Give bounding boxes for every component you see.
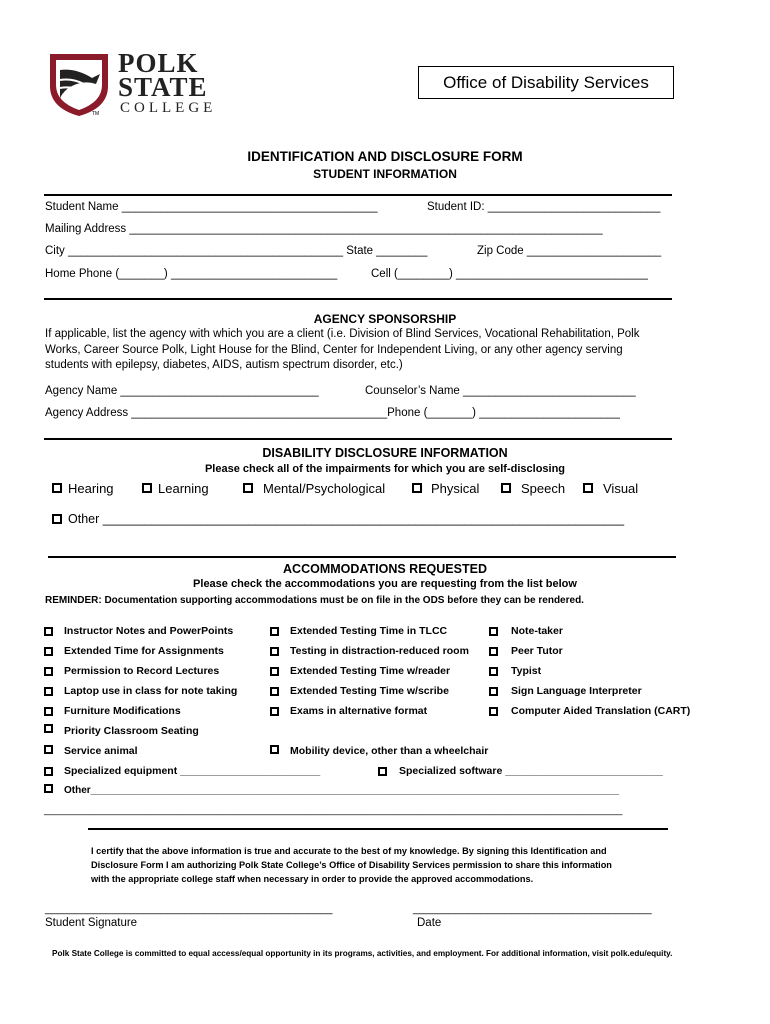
disability-heading: DISABILITY DISCLOSURE INFORMATION xyxy=(262,446,508,460)
accommodations-instruction: Please check the accommodations you are requesting from the list below xyxy=(193,578,577,590)
mental-psychological-checkbox[interactable] xyxy=(243,483,253,493)
footer-equity-statement: Polk State College is committed to equal access/equal opportunity in its programs, activities, and employment. For additional information, visit polk.edu/equity. xyxy=(52,949,673,958)
sign-language-checkbox[interactable] xyxy=(489,687,498,696)
testing-reader-checkbox[interactable] xyxy=(270,667,279,676)
divider xyxy=(44,194,672,196)
student-heading: STUDENT INFORMATION xyxy=(313,167,457,181)
specialized-equipment-checkbox[interactable] xyxy=(44,767,53,776)
hearing-label: Hearing xyxy=(68,481,114,496)
specialized-software-field[interactable]: Specialized software ___________________________ xyxy=(399,765,663,777)
divider xyxy=(44,298,672,300)
mobility-device-label: Mobility device, other than a wheelchair xyxy=(290,745,489,757)
physical-label: Physical xyxy=(431,481,480,496)
priority-seating-checkbox[interactable] xyxy=(44,724,53,733)
laptop-use-label: Laptop use in class for note taking xyxy=(64,685,238,697)
logo-text-state: STATE xyxy=(118,72,208,102)
alternative-format-label: Exams in alternative format xyxy=(290,705,428,717)
agency-name-field[interactable]: Agency Name _______________________________ xyxy=(45,385,319,397)
agency-instructions-line: students with epilepsy, diabetes, AIDS, autism spectrum disorder, etc.) xyxy=(45,359,403,371)
zip-code-field[interactable]: Zip Code _____________________ xyxy=(477,245,662,257)
signature-label: Student Signature xyxy=(45,917,138,929)
college-logo xyxy=(46,50,236,120)
distraction-reduced-label: Testing in distraction-reduced room xyxy=(290,645,469,657)
student-name-field[interactable]: Student Name ________________________________________ xyxy=(45,201,378,213)
mobility-device-checkbox[interactable] xyxy=(270,745,279,754)
agency-instructions-line: Works, Career Source Polk, Light House for the Blind, Center for Independent Living, or any other agency serving xyxy=(45,344,623,356)
mailing-address-field[interactable]: Mailing Address __________________________________________________________________________ xyxy=(45,223,603,235)
extended-testing-tlcc-checkbox[interactable] xyxy=(270,627,279,636)
signature-line[interactable]: _______________________________________________ xyxy=(45,903,333,915)
learning-checkbox[interactable] xyxy=(142,483,152,493)
divider xyxy=(48,556,676,558)
hearing-checkbox[interactable] xyxy=(52,483,62,493)
visual-checkbox[interactable] xyxy=(583,483,593,493)
other-disability-field[interactable]: Other ___________________________________________________________________________ xyxy=(68,512,625,526)
instructor-notes-checkbox[interactable] xyxy=(44,627,53,636)
extended-time-assignments-label: Extended Time for Assignments xyxy=(64,645,224,657)
disability-instruction: Please check all of the impairments for which you are self-disclosing xyxy=(204,463,566,475)
cart-label: Computer Aided Translation (CART) xyxy=(511,705,691,717)
record-lectures-label: Permission to Record Lectures xyxy=(64,665,220,677)
home-phone-field[interactable]: Home Phone (_______) __________________________ xyxy=(45,268,338,280)
specialized-software-checkbox[interactable] xyxy=(378,767,387,776)
speech-checkbox[interactable] xyxy=(501,483,511,493)
logo-text-college: COLLEGE xyxy=(120,100,217,116)
priority-seating-label: Priority Classroom Seating xyxy=(64,725,199,737)
student-id-field[interactable]: Student ID: ___________________________ xyxy=(427,201,661,213)
extended-testing-tlcc-label: Extended Testing Time in TLCC xyxy=(290,625,448,637)
agency-instructions-line: If applicable, list the agency with which you are a client (i.e. Division of Blind Services, Vocational Rehabilitation, Polk xyxy=(45,328,640,340)
furniture-modifications-checkbox[interactable] xyxy=(44,707,53,716)
record-lectures-checkbox[interactable] xyxy=(44,667,53,676)
form-title: IDENTIFICATION AND DISCLOSURE FORM xyxy=(247,149,523,164)
service-animal-label: Service animal xyxy=(64,745,138,757)
alternative-format-checkbox[interactable] xyxy=(270,707,279,716)
mental-psychological-label: Mental/Psychological xyxy=(263,481,386,496)
peer-tutor-label: Peer Tutor xyxy=(511,645,563,657)
typist-label: Typist xyxy=(511,665,542,677)
cart-checkbox[interactable] xyxy=(489,707,498,716)
specialized-equipment-field[interactable]: Specialized equipment ________________________ xyxy=(64,765,321,777)
agency-heading: AGENCY SPONSORSHIP xyxy=(313,312,457,326)
testing-scribe-checkbox[interactable] xyxy=(270,687,279,696)
logo-text-polk: POLK xyxy=(118,48,199,78)
speech-label: Speech xyxy=(521,481,566,496)
visual-label: Visual xyxy=(603,481,639,496)
furniture-modifications-label: Furniture Modifications xyxy=(64,705,181,717)
reminder-note: REMINDER: Documentation supporting accommodations must be on file in the ODS before they can be rendered. xyxy=(45,595,584,606)
date-line[interactable]: _______________________________________ xyxy=(413,903,652,915)
physical-checkbox[interactable] xyxy=(412,483,422,493)
counselor-name-field[interactable]: Counselor’s Name ___________________________ xyxy=(365,385,636,397)
cell-phone-field[interactable]: Cell (________) ______________________________ xyxy=(371,268,648,280)
note-taker-checkbox[interactable] xyxy=(489,627,498,636)
other-accommodation-checkbox[interactable] xyxy=(44,784,53,793)
extended-time-assignments-checkbox[interactable] xyxy=(44,647,53,656)
office-box-label: Office of Disability Services xyxy=(443,73,649,92)
distraction-reduced-checkbox[interactable] xyxy=(270,647,279,656)
accommodations-heading: ACCOMMODATIONS REQUESTED xyxy=(283,562,487,576)
other-accommodation-field[interactable]: Other_______________________________________________________________________________________________ xyxy=(64,785,620,796)
sign-language-label: Sign Language Interpreter xyxy=(511,685,642,697)
city-state-field[interactable]: City ___________________________________________ State ________ xyxy=(45,245,428,257)
divider xyxy=(44,438,672,440)
laptop-use-checkbox[interactable] xyxy=(44,687,53,696)
other-disability-checkbox[interactable] xyxy=(52,514,62,524)
typist-checkbox[interactable] xyxy=(489,667,498,676)
office-box xyxy=(418,66,674,99)
certification-line: I certify that the above information is true and accurate to the best of my knowledge. By signing this Identification and xyxy=(91,846,607,856)
certification-line: Disclosure Form I am authorizing Polk State College’s Office of Disability Services permission to share this information xyxy=(91,860,612,870)
instructor-notes-label: Instructor Notes and PowerPoints xyxy=(64,625,234,637)
service-animal-checkbox[interactable] xyxy=(44,745,53,754)
other-accommodation-continuation-line[interactable]: ________________________________________________________________________________________________________ xyxy=(44,805,623,816)
agency-address-field[interactable]: Agency Address ________________________________________Phone (_______) ______________________ xyxy=(45,407,620,419)
testing-scribe-label: Extended Testing Time w/scribe xyxy=(290,685,449,697)
note-taker-label: Note-taker xyxy=(511,625,563,637)
peer-tutor-checkbox[interactable] xyxy=(489,647,498,656)
divider xyxy=(88,828,668,830)
testing-reader-label: Extended Testing Time w/reader xyxy=(290,665,451,677)
certification-line: with the appropriate college staff when necessary in order to provide the approved accommodations. xyxy=(91,874,534,884)
date-label: Date xyxy=(417,917,442,929)
learning-label: Learning xyxy=(158,481,209,496)
logo-tm: TM xyxy=(92,111,100,117)
eagle-shield-icon xyxy=(46,50,112,118)
